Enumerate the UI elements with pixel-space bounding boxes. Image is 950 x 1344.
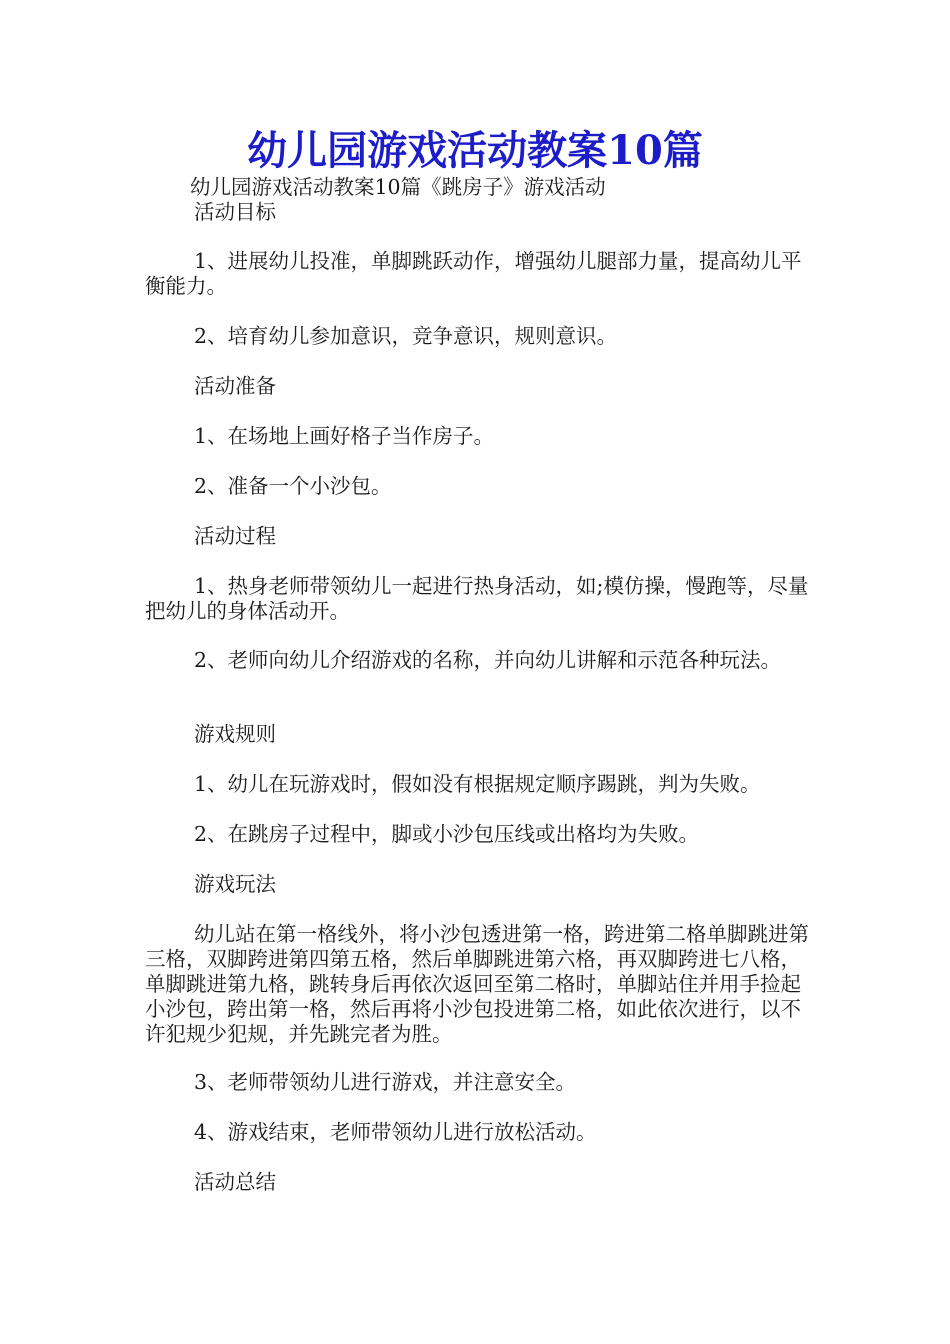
section-heading-process: 活动过程 [194,524,276,548]
paragraph-gameplay: 幼儿站在第一格线外，将小沙包透进第一格，跨进第二格单脚跳进第三格，双脚跨进第四第五格，然后单脚跳进第六格，再双脚跨进七八格，单脚跳进第九格，跳转身后再依次返回至第二格时，单脚站住并用手捡起小沙包，跨出第一格，然后再将小沙包投进第二格，如此依次进行，以不许犯规少犯规，并先跳完者为胜。 [145,922,809,1046]
subtitle-paragraph: 幼儿园游戏活动教案10篇《跳房子》游戏活动 [190,175,606,199]
paragraph-process-3: 3、老师带领幼儿进行游戏，并注意安全。 [194,1070,577,1094]
paragraph-rule-2: 2、在跳房子过程中，脚或小沙包压线或出格均为失败。 [194,822,700,846]
section-heading-gameplay: 游戏玩法 [194,872,276,896]
paragraph-prep-1: 1、在场地上画好格子当作房子。 [194,424,495,448]
paragraph-process-2: 2、老师向幼儿介绍游戏的名称，并向幼儿讲解和示范各种玩法。 [194,648,782,672]
document-title: 幼儿园游戏活动教案10篇 [247,127,703,174]
section-heading-summary: 活动总结 [194,1170,276,1194]
paragraph-goal-2: 2、培育幼儿参加意识，竞争意识，规则意识。 [194,324,618,348]
paragraph-prep-2: 2、准备一个小沙包。 [194,474,392,498]
paragraph-process-1: 1、热身老师带领幼儿一起进行热身活动，如;模仿操，慢跑等，尽量把幼儿的身体活动开。 [145,574,809,623]
paragraph-rule-1: 1、幼儿在玩游戏时，假如没有根据规定顺序踢跳，判为失败。 [194,772,761,796]
section-heading-rules: 游戏规则 [194,722,276,746]
section-heading-preparation: 活动准备 [194,374,276,398]
paragraph-process-4: 4、游戏结束，老师带领幼儿进行放松活动。 [194,1120,597,1144]
paragraph-goal-1: 1、进展幼儿投准，单脚跳跃动作，增强幼儿腿部力量，提高幼儿平衡能力。 [145,249,802,298]
section-heading-goals: 活动目标 [194,200,276,224]
